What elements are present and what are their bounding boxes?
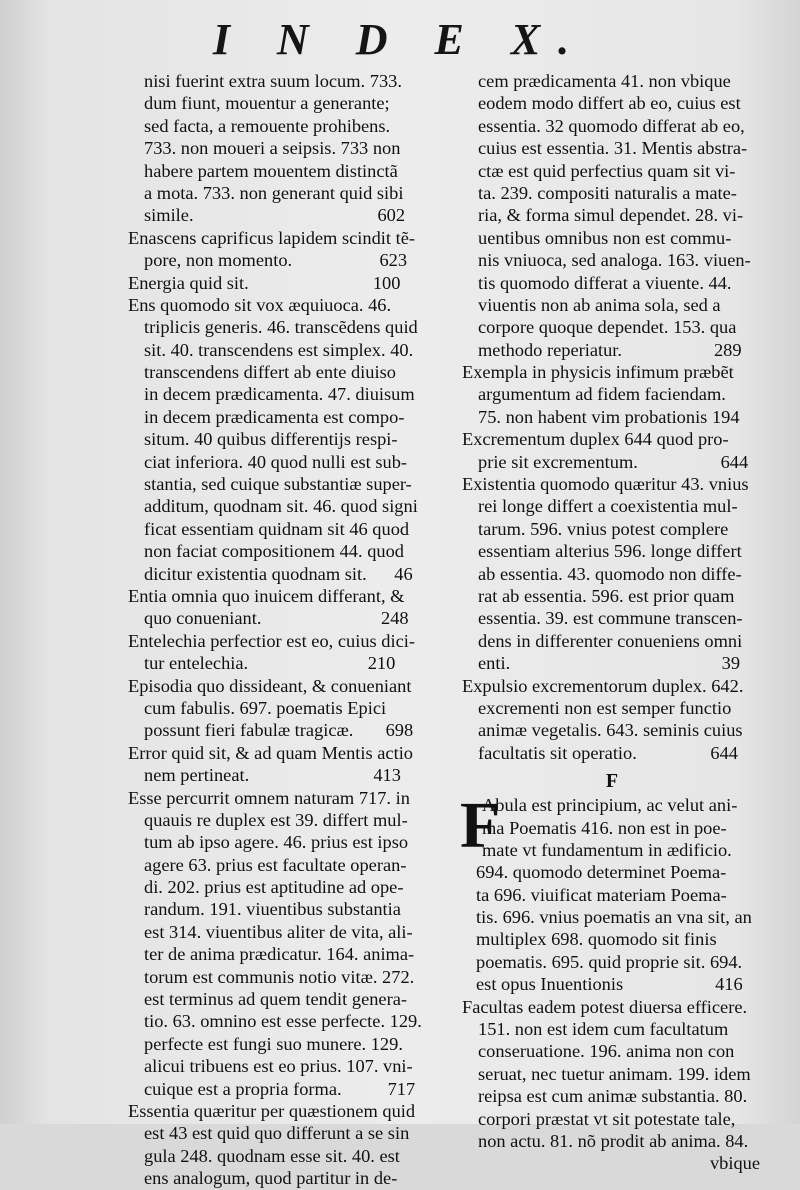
index-line: in decem prædicamenta. 47. diuisum [144, 384, 415, 405]
index-line: ta. 239. compositi naturalis a mate- [478, 182, 737, 203]
index-line: ficat essentiam quidnam sit 46 quod [144, 518, 410, 539]
index-line: Ens quomodo sit vox æquiuoca. 46. [128, 294, 392, 315]
index-line: ter de anima prædicatur. 164. anima- [144, 944, 415, 965]
index-line: excrementi non est semper functio [478, 697, 732, 718]
index-line: Enascens caprificus lapidem scindit tẽ- [128, 227, 415, 248]
index-line: 75. non habent vim probationis 194 [478, 406, 740, 427]
index-line: nem pertineat. 413 [144, 765, 401, 786]
index-line: 694. quomodo determinet Poema- [476, 862, 727, 883]
index-line: facultatis sit operatio. 644 [478, 742, 738, 763]
index-line: nisi fuerint extra suum locum. 733. [144, 71, 402, 91]
index-line: eodem modo differt ab eo, cuius est [478, 93, 741, 114]
index-line: Excrementum duplex 644 quod pro- [462, 429, 729, 450]
index-line: di. 202. prius est aptitudine ad ope- [144, 877, 404, 898]
left-column [128, 70, 446, 1190]
index-line: rat ab essentia. 596. est prior quam [478, 585, 735, 606]
f-section [460, 789, 762, 996]
section-letter: F [605, 770, 619, 793]
index-line: essentia. 39. est commune transcen- [478, 608, 743, 629]
index-line: Error quid sit, & ad quam Mentis actio [128, 742, 414, 763]
index-line: situm. 40 quibus differentijs respi- [144, 429, 398, 450]
index-line: Exempla in physicis infimum præbẽt [462, 362, 734, 383]
index-line: Esse percurrit omnem naturam 717. in [128, 787, 410, 808]
index-line: tis quomodo differat a viuente. 44. [478, 272, 732, 293]
index-line: randum. 191. viuentibus substantia [144, 899, 401, 920]
index-line: methodo reperiatur. 289 [478, 339, 742, 360]
index-line: cem prædicamenta 41. non vbique [478, 71, 731, 91]
index-line: tur entelechia. 210 [144, 653, 396, 674]
right-column [462, 70, 762, 1175]
catchword: vbique [709, 1153, 760, 1174]
index-line: est terminus ad quem tendit genera- [144, 989, 408, 1010]
index-line: ta 696. viuificat materiam Poema- [476, 884, 727, 905]
index-line: cuique est a propria forma. 717 [144, 1078, 416, 1099]
index-line: ria, & forma simul dependet. 28. vi- [478, 205, 744, 226]
index-line: est opus Inuentionis 416 [476, 974, 743, 995]
index-line: prie sit excrementum. 644 [478, 451, 749, 472]
index-line: argumentum ad fidem faciendam. [478, 384, 726, 405]
index-line: Entelechia perfectior est eo, cuius dici- [128, 630, 415, 651]
index-line: dicitur existentia quodnam sit. 46 [144, 563, 413, 584]
index-line: non faciat compositionem 44. quod [144, 541, 404, 562]
index-line: poematis. 695. quid proprie sit. 694. [476, 951, 743, 972]
index-line: Abula est principium, ac velut ani- [482, 795, 738, 816]
index-line: sed facta, a remouente prohibens. [144, 115, 391, 136]
index-line: Expulsio excrementorum duplex. 642. [462, 675, 744, 696]
index-line: Essentia quæritur per quæstionem quid [128, 1100, 416, 1121]
index-line: possunt fieri fabulæ tragicæ. 698 [144, 720, 414, 741]
index-line: Episodia quo dissideant, & conueniant [128, 675, 412, 696]
index-line: animæ vegetalis. 643. seminis cuius [478, 720, 743, 741]
index-line: enti. 39 [478, 653, 741, 674]
index-line: 151. non est idem cum facultatum [478, 1019, 729, 1040]
index-line: additum, quodnam sit. 46. quod signi [144, 496, 418, 517]
index-line: Entia omnia quo inuicem differant, & [128, 585, 405, 606]
index-line: ctæ est quid perfectius quam sit vi- [478, 160, 736, 181]
index-line: conseruatione. 196. anima non con [478, 1041, 735, 1062]
index-line: ma Poematis 416. non est in poe- [482, 817, 727, 838]
right-column-entries [462, 70, 762, 764]
index-line: alicui tribuens est eo prius. 107. vni- [144, 1056, 413, 1077]
index-line: tio. 63. omnino est esse perfecte. 129. [144, 1011, 422, 1032]
index-line: mate vt fundamentum in ædificio. [482, 839, 732, 860]
index-line: seruat, nec tuetur animam. 199. idem [478, 1063, 751, 1084]
index-line: cuius est essentia. 31. Mentis abstra- [478, 138, 748, 159]
index-line: cum fabulis. 697. poematis Epici [144, 697, 387, 718]
dropcap-letter: F [460, 789, 501, 863]
index-line: quauis re duplex est 39. differt mul- [144, 809, 408, 830]
index-line: est 43 est quid quo differunt a se sin [144, 1123, 410, 1144]
index-line: tarum. 596. vnius potest complere [478, 518, 729, 539]
index-line: stantia, sed cuique substantiæ super- [144, 474, 412, 495]
index-line: Facultas eadem potest diuersa efficere. [462, 996, 748, 1017]
index-line: ab essentia. 43. quomodo non diffe- [478, 563, 742, 584]
index-line: rei longe differt a coexistentia mul- [478, 496, 738, 517]
index-line: corpori præstat vt sit potestate tale, [478, 1108, 736, 1129]
index-line: essentiam alterius 596. longe differt [478, 541, 742, 562]
index-line: perfecte est fungi suo munere. 129. [144, 1033, 403, 1054]
index-line: gula 248. quodnam esse sit. 40. est [144, 1145, 400, 1166]
index-line: nis vniuoca, sed analoga. 163. viuen- [478, 250, 751, 271]
index-line: simile. 602 [144, 205, 406, 226]
index-line: sit. 40. transcendens est simplex. 40. [144, 339, 414, 360]
index-line: non actu. 81. nõ prodit ab anima. 84. [478, 1130, 749, 1151]
right-column-after [462, 996, 762, 1153]
index-line: corpore quoque dependet. 153. qua [478, 317, 737, 338]
index-line: quo conueniant. 248 [144, 608, 409, 629]
index-line: multiplex 698. quomodo sit finis [476, 929, 717, 950]
index-line: torum est communis notio vitæ. 272. [144, 966, 415, 987]
index-line: ens analogum, quod partitur in de- [144, 1168, 398, 1189]
index-line: uentibus omnibus non est commu- [478, 227, 732, 248]
index-line: agere 63. prius est facultate operan- [144, 854, 407, 875]
index-line: dens in differenter conueniens omni [478, 630, 743, 651]
f-section-lines [460, 789, 762, 996]
index-line: dum fiunt, mouentur a generante; [144, 93, 390, 114]
index-line: viuentis non ab anima sola, sed a [478, 294, 721, 315]
index-line: essentia. 32 quomodo differat ab eo, [478, 115, 745, 136]
index-line: reipsa est cum animæ substantia. 80. [478, 1086, 748, 1107]
index-line: ciat inferiora. 40 quod nulli est sub- [144, 451, 408, 472]
index-line: transcendens differt ab ente diuiso [144, 362, 396, 383]
index-line: pore, non momento. 623 [144, 250, 408, 271]
index-line: a mota. 733. non generant quid sibi [144, 182, 404, 203]
index-line: tis. 696. vnius poematis an vna sit, an [476, 907, 752, 928]
index-line: triplicis generis. 46. transcẽdens quid [144, 317, 418, 338]
index-line: Existentia quomodo quæritur 43. vnius [462, 474, 749, 495]
page-header: I N D E X. [212, 15, 588, 64]
index-line: est 314. viuentibus aliter de vita, ali- [144, 921, 413, 942]
index-line: in decem prædicamenta est compo- [144, 406, 405, 427]
index-line: habere partem mouentem distinctã [144, 160, 398, 181]
index-line: Energia quid sit. 100 [128, 272, 401, 293]
index-line: 733. non moueri a seipsis. 733 non [144, 138, 401, 159]
index-line: tum ab ipso agere. 46. prius est ipso [144, 832, 409, 853]
